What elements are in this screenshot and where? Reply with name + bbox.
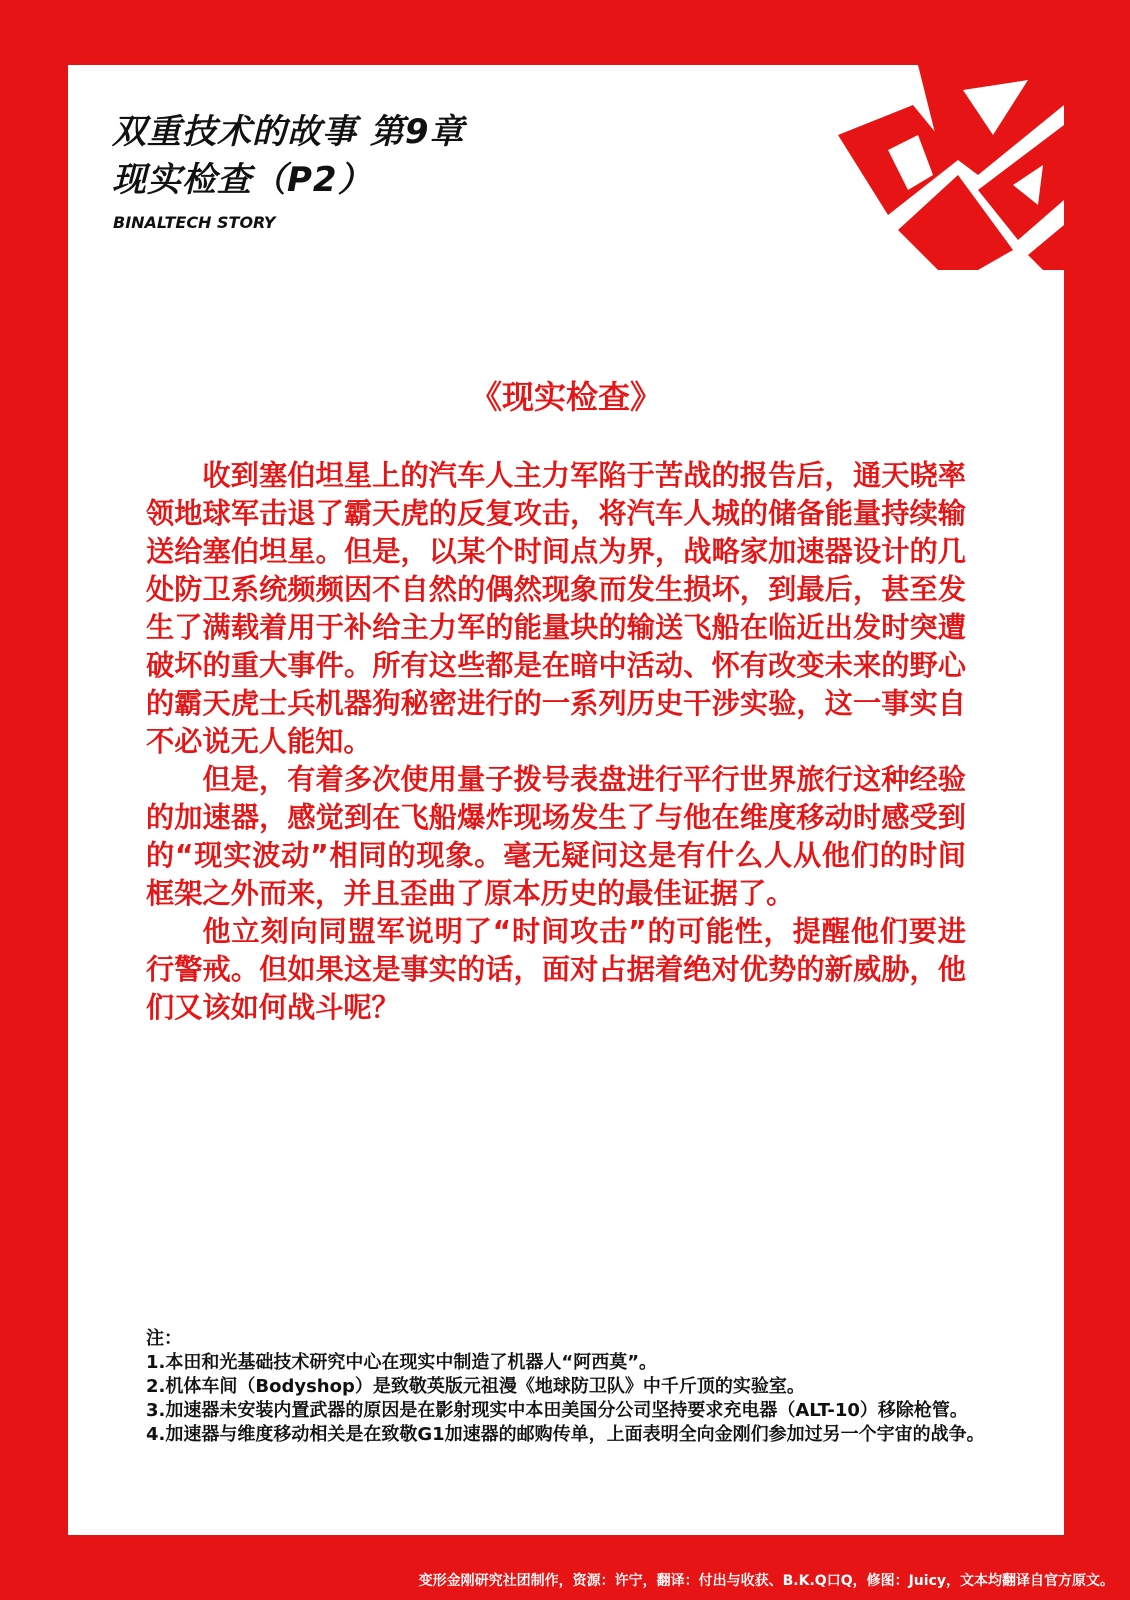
notes-label: 注： — [146, 1328, 182, 1349]
note-item: 3.加速器未安装内置武器的原因是在影射现实中本田美国分公司坚持要求充电器（ALT-10）移除枪管。 — [146, 1400, 968, 1421]
series-label: BINALTECH STORY — [113, 213, 276, 232]
story-heading: 《现实检查》 — [469, 378, 662, 416]
credits-footer: 变形金刚研究社团制作，资源：许宁，翻译：付出与收获、B.K.Q口Q，修图：Juicy，文本均翻译自官方原文。 — [418, 1573, 1114, 1589]
note-item: 2.机体车间（Bodyshop）是致敬英版元祖漫《地球防卫队》中千斤顶的实验室。 — [146, 1376, 805, 1397]
note-item: 4.加速器与维度移动相关是在致敬G1加速器的邮购传单，上面表明全向金刚们参加过另一个宇宙的战争。 — [146, 1424, 985, 1445]
story-paragraph: 收到塞伯坦星上的汽车人主力军陷于苦战的报告后，通天晓率领地球军击退了霸天虎的反复攻击，将汽车人城的储备能量持续输送给塞伯坦星。但是，以某个时间点为界，战略家加速器设计的几处防卫系统频频因不自然的偶然现象而发生损坏，到最后，甚至发生了满载着用于补给主力军的能量块的输送飞船在临近出发时突遭破坏的重大事件。所有这些都是在暗中活动、怀有改变未来的野心的霸天虎士兵机器狗秘密进行的一系列历史干涉实验，这一事实自不必说无人能知。 — [146, 459, 966, 758]
paper-panel — [68, 65, 1064, 1535]
note-item: 1.本田和光基础技术研究中心在现实中制造了机器人“阿西莫”。 — [146, 1352, 658, 1373]
story-paragraph: 他立刻向同盟军说明了“时间攻击”的可能性，提醒他们要进行警戒。但如果这是事实的话，面对占据着绝对优势的新威胁，他们又该如何战斗呢？ — [146, 915, 966, 1024]
story-paragraph: 但是，有着多次使用量子拨号表盘进行平行世界旅行这种经验的加速器，感觉到在飞船爆炸现场发生了与他在维度移动时感受到的“现实波动”相同的现象。毫无疑问这是有什么人从他们的时间框架之外而来，并且歪曲了原本历史的最佳证据了。 — [146, 763, 966, 910]
story-body — [146, 457, 966, 1027]
chapter-title: 双重技术的故事 第9章 — [112, 112, 465, 152]
autobot-insignia-icon — [828, 65, 1064, 270]
chapter-subtitle: 现实检查（P2） — [112, 160, 373, 200]
notes-section — [146, 1327, 1006, 1447]
